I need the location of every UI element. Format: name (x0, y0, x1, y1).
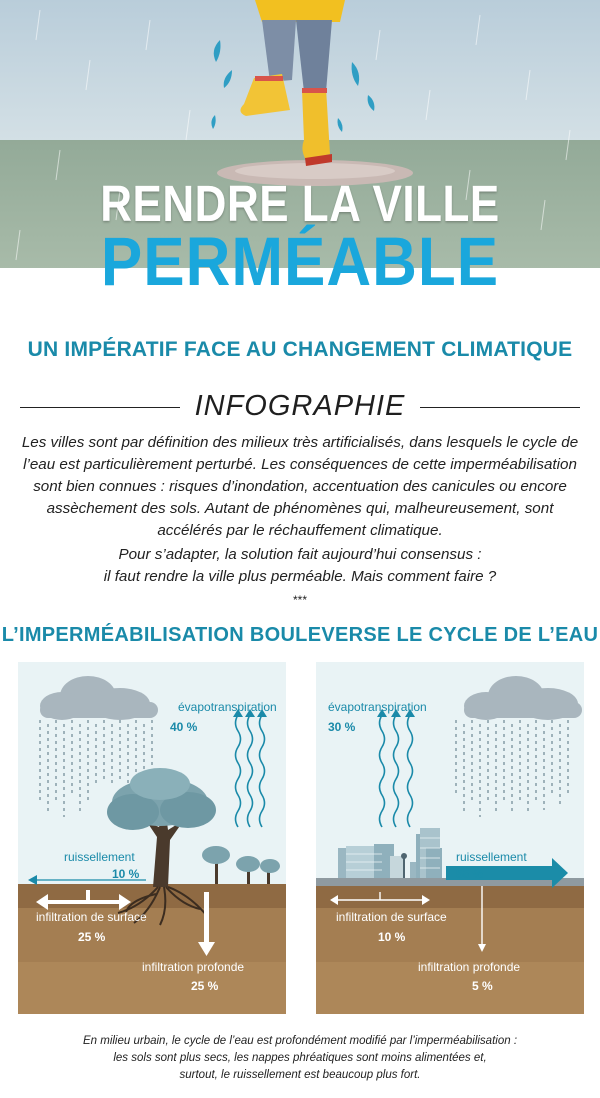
kicker: INFOGRAPHIE (194, 390, 406, 422)
evapo-value: 30 % (328, 720, 356, 734)
evapo-value: 40 % (170, 720, 198, 734)
caption-line: En milieu urbain, le cycle de l’eau est profondément modifié par l’imperméabilisation : (82, 1035, 518, 1047)
small-trees-icon (202, 846, 280, 884)
caption (20, 1033, 580, 1084)
divider-left (20, 407, 180, 408)
urban-panel (316, 662, 584, 1014)
runoff-value: 55 % (456, 867, 484, 881)
intro-paragraph-2 (14, 544, 586, 588)
section-title: L’IMPERMÉABILISATION BOULEVERSE LE CYCLE DE L’EAU (1, 624, 599, 646)
intro-line: il faut rendre la ville plus perméable. Mais comment faire ? (103, 568, 497, 585)
deep-value: 5 % (472, 979, 493, 993)
evapotranspiration-arrows (380, 715, 413, 827)
runoff-label: ruissellement (456, 850, 527, 864)
rain-icon (456, 720, 568, 817)
hero-title-line2: PERMÉABLE (100, 224, 500, 301)
surface-value: 10 % (378, 930, 406, 944)
hero-title-line1: RENDRE LA VILLE (100, 176, 500, 233)
intro-paragraph: Les villes sont par définition des milieux très artificialisés, dans lesquels le cycle de l’eau est particulièrement perturbé. Les conséquences de cette imperméabilisation sont bien connues : risques d’inondation, accentuation des canicules ou encore assèchement des sols. Autant de phénomènes qui, malheureusement, sont accélérés par le réchauffement climatique. (21, 434, 579, 539)
deep-label: infiltration profonde (418, 960, 521, 974)
raincoat (255, 0, 345, 22)
deep-value: 25 % (191, 979, 219, 993)
right-boot (302, 88, 330, 160)
separator: *** (292, 593, 307, 607)
intro-line: Pour s’adapter, la solution fait aujourd’hui consensus : (118, 546, 482, 563)
subtitle: UN IMPÉRATIF FACE AU CHANGEMENT CLIMATIQUE (27, 338, 573, 361)
hero-banner (0, 0, 600, 310)
evapotranspiration-arrows (236, 715, 265, 827)
cloud-icon (40, 676, 158, 720)
caption-line: surtout, le ruissellement est beaucoup plus fort. (179, 1069, 421, 1081)
runoff-label: ruissellement (64, 850, 135, 864)
caption-line: les sols sont plus secs, les nappes phréatiques sont moins alimentées et, (113, 1052, 487, 1064)
deep-label: infiltration profonde (142, 960, 245, 974)
evapo-label: évapotranspiration (328, 700, 427, 714)
surface-label: infiltration de surface (336, 910, 447, 924)
runoff-value: 10 % (112, 867, 140, 881)
surface-label: infiltration de surface (36, 910, 147, 924)
divider-right (420, 407, 580, 408)
cloud-icon (464, 676, 582, 720)
evapo-label: évapotranspiration (178, 700, 277, 714)
natural-panel (18, 662, 286, 1014)
surface-value: 25 % (78, 930, 106, 944)
